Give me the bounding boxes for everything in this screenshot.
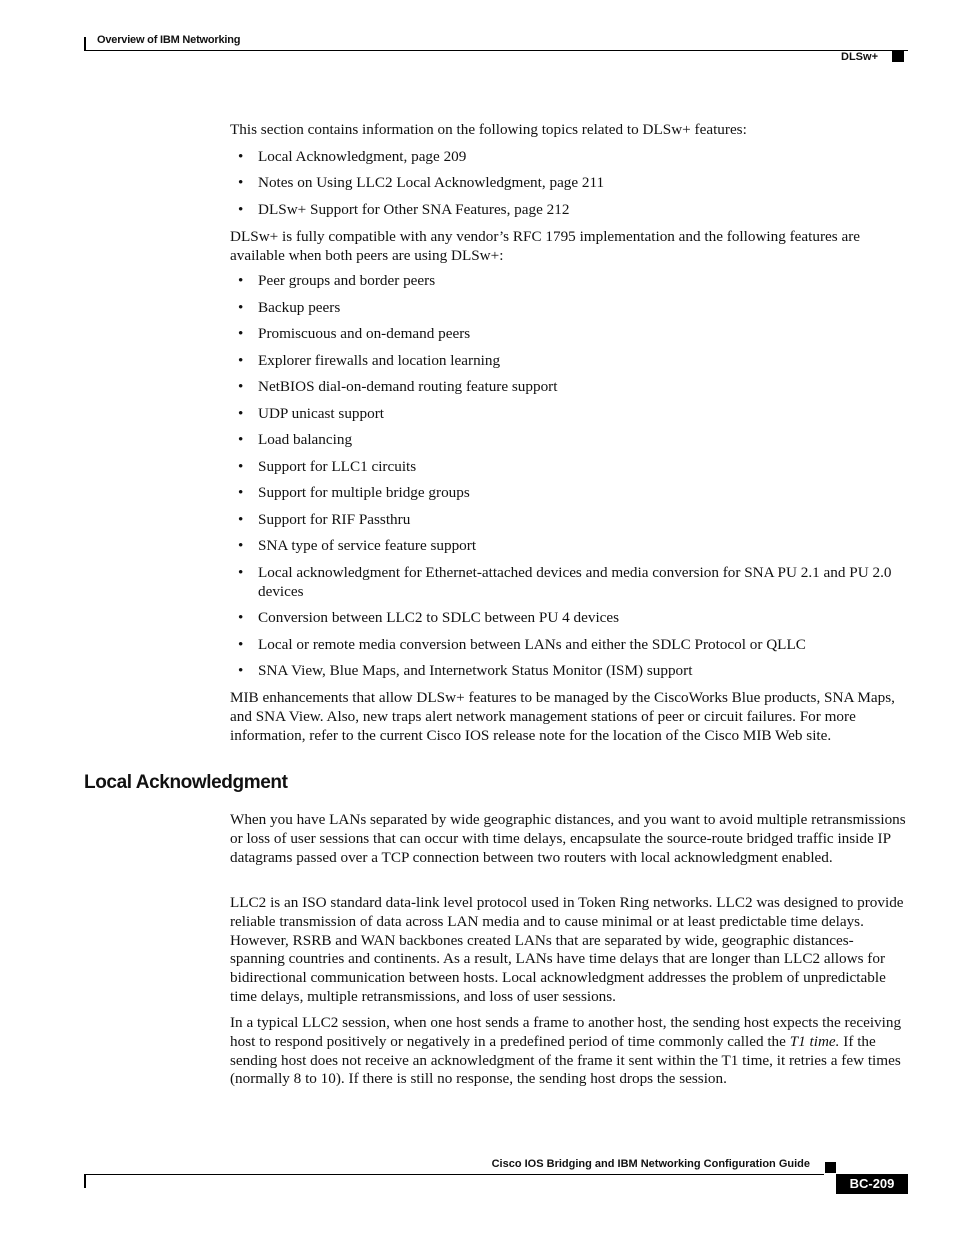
bullet-icon: • — [238, 148, 244, 165]
bullet-icon: • — [238, 378, 244, 395]
section-heading: Local Acknowledgment — [84, 772, 288, 793]
header-marker-square — [892, 51, 904, 62]
local-ack-paragraph-2: LLC2 is an ISO standard data-link level protocol used in Token Ring networks. LLC2 was designed to provide reliable transmission of data across LAN media and to cause minimal or at least predictable time delays. However, RSRB and WAN backbones created LANs that are separated by wide, geographic distances-spanning countries and continents. As a result, LANs have time delays that are longer than LLC2 allows for bidirectional communication between hosts. Local acknowledgment addresses the problem of unpredictable time delays, multiple retransmissions, and loss of user sessions. — [230, 894, 904, 1005]
list-item: • Load balancing — [238, 431, 353, 448]
list-item: • Promiscuous and on-demand peers — [238, 325, 471, 342]
list-item: • Explorer firewalls and location learning — [238, 352, 501, 369]
bullet-icon: • — [238, 662, 244, 679]
list-item: • Support for multiple bridge groups — [238, 484, 470, 501]
running-header-section: Overview of IBM Networking — [97, 34, 241, 46]
header-rule — [84, 50, 908, 51]
list-item: • Local or remote media conversion between LANs and either the SDLC Protocol or QLLC — [238, 636, 806, 653]
t1-time-term: T1 time. — [789, 1032, 840, 1050]
footer-marker-square — [825, 1162, 836, 1173]
bullet-icon: • — [238, 458, 244, 475]
bullet-icon: • — [238, 352, 244, 369]
list-item: • Peer groups and border peers — [238, 272, 436, 289]
list-item: • Support for RIF Passthru — [238, 511, 411, 528]
bullet-icon: • — [238, 636, 244, 653]
list-item: • DLSw+ Support for Other SNA Features, page 212 — [238, 201, 570, 218]
mib-paragraph: MIB enhancements that allow DLSw+ features to be managed by the CiscoWorks Blue products, SNA Maps, and SNA View. Also, new traps alert network management stations of peer or circuit failures. For more information, refer to the current Cisco IOS release note for the location of the Cisco MIB Web site. — [230, 689, 895, 744]
list-item: • SNA View, Blue Maps, and Internetwork Status Monitor (ISM) support — [238, 662, 693, 679]
bullet-icon: • — [238, 511, 244, 528]
bullet-icon: • — [238, 484, 244, 501]
list-item: • Support for LLC1 circuits — [238, 458, 417, 475]
footer-guide-title: Cisco IOS Bridging and IBM Networking Configuration Guide — [491, 1158, 810, 1170]
bullet-icon: • — [238, 174, 244, 191]
bullet-icon: • — [238, 405, 244, 422]
list-item: • UDP unicast support — [238, 405, 384, 422]
header-left-bar — [84, 37, 86, 51]
local-ack-paragraph-3: In a typical LLC2 session, when one host sends a frame to another host, the sending host expects the receiving host to respond positively or negatively in a predefined period of time commonly called the T1 time. If the sending host does not receive an acknowledgment of the frame it sent within the T1 time, it retries a few times (normally 8 to 10). If there is still no response, the sending host drops the session. — [230, 1014, 902, 1088]
compatibility-paragraph: DLSw+ is fully compatible with any vendor’s RFC 1795 implementation and the following features are available when both peers are using DLSw+: — [230, 228, 861, 264]
bullet-icon: • — [238, 299, 244, 316]
bullet-icon: • — [238, 431, 244, 448]
bullet-icon: • — [238, 564, 244, 581]
bullet-icon: • — [238, 201, 244, 218]
list-item: • Local acknowledgment for Ethernet-attached devices and media conversion for SNA PU 2.1 and PU 2.0 devices — [238, 564, 892, 600]
bullet-icon: • — [238, 325, 244, 342]
bullet-icon: • — [238, 609, 244, 626]
footer-rule — [84, 1174, 824, 1175]
intro-paragraph: This section contains information on the following topics related to DLSw+ features: — [230, 121, 747, 138]
list-item: • SNA type of service feature support — [238, 537, 477, 554]
list-item: • Local Acknowledgment, page 209 — [238, 148, 467, 165]
list-item: • Notes on Using LLC2 Local Acknowledgment, page 211 — [238, 174, 605, 191]
local-ack-paragraph-1: When you have LANs separated by wide geographic distances, and you want to avoid multiple retransmissions or loss of user sessions that can occur with time delays, encapsulate the source-route bridged traffic inside IP datagrams passed over a TCP connection between two routers with local acknowledgment enabled. — [230, 811, 906, 866]
running-header-chapter: DLSw+ — [841, 51, 878, 63]
footer-left-bar — [84, 1174, 86, 1188]
page-number: BC-209 — [836, 1174, 908, 1194]
list-item: • NetBIOS dial-on-demand routing feature support — [238, 378, 558, 395]
bullet-icon: • — [238, 272, 244, 289]
list-item: • Conversion between LLC2 to SDLC between PU 4 devices — [238, 609, 620, 626]
bullet-icon: • — [238, 537, 244, 554]
list-item: • Backup peers — [238, 299, 341, 316]
